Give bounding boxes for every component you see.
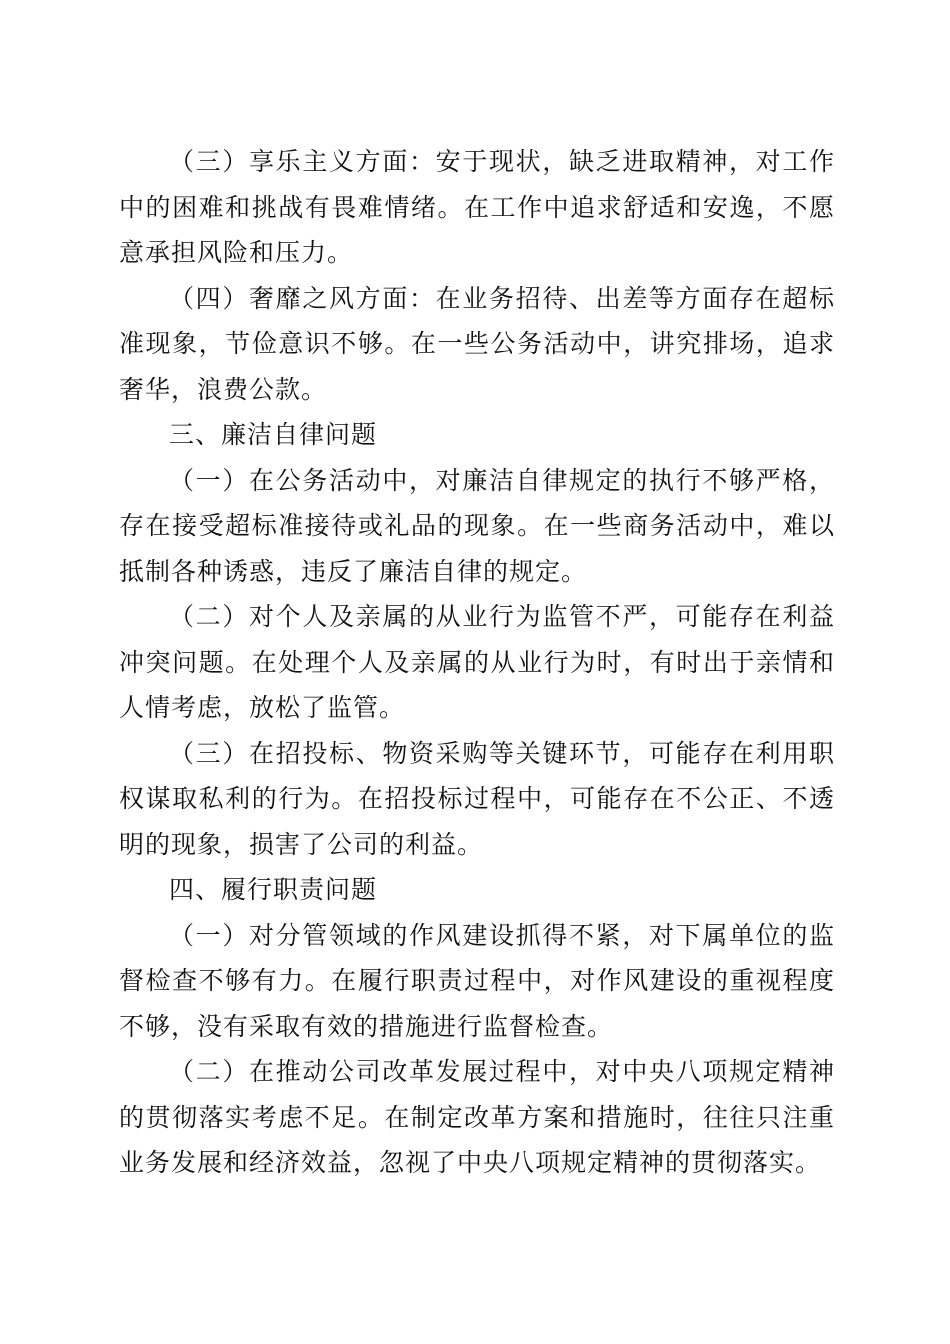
document-page bbox=[119, 139, 835, 1186]
paragraph-extravagance: （四）奢靡之风方面：在业务招待、出差等方面存在超标准现象，节俭意识不够。在一些公务活动中，讲究排场，追求奢华，浪费公款。 bbox=[119, 283, 835, 404]
paragraph-integrity-1: （一）在公务活动中，对廉洁自律规定的执行不够严格，存在接受超标准接待或礼品的现象。在一些商务活动中，难以抵制各种诱惑，违反了廉洁自律的规定。 bbox=[119, 465, 835, 586]
paragraph-duties-2: （二）在推动公司改革发展过程中，对中央八项规定精神的贯彻落实考虑不足。在制定改革方案和措施时，往往只注重业务发展和经济效益，忽视了中央八项规定精神的贯彻落实。 bbox=[119, 1057, 835, 1177]
paragraph-integrity-3: （三）在招投标、物资采购等关键环节，可能存在利用职权谋取私利的行为。在招投标过程中，可能存在不公正、不透明的现象，损害了公司的利益。 bbox=[119, 738, 835, 859]
paragraph-duties-1: （一）对分管领域的作风建设抓得不紧，对下属单位的监督检查不够有力。在履行职责过程中，对作风建设的重视程度不够，没有采取有效的措施进行监督检查。 bbox=[119, 920, 835, 1041]
paragraph-hedonism: （三）享乐主义方面：安于现状，缺乏进取精神，对工作中的困难和挑战有畏难情绪。在工作中追求舒适和安逸，不愿意承担风险和压力。 bbox=[119, 147, 835, 267]
section-heading-duties: 四、履行职责问题 bbox=[169, 875, 378, 904]
paragraph-integrity-2: （二）对个人及亲属的从业行为监管不严，可能存在利益冲突问题。在处理个人及亲属的从业行为时，有时出于亲情和人情考虑，放松了监管。 bbox=[119, 602, 835, 722]
section-heading-integrity: 三、廉洁自律问题 bbox=[169, 420, 378, 449]
